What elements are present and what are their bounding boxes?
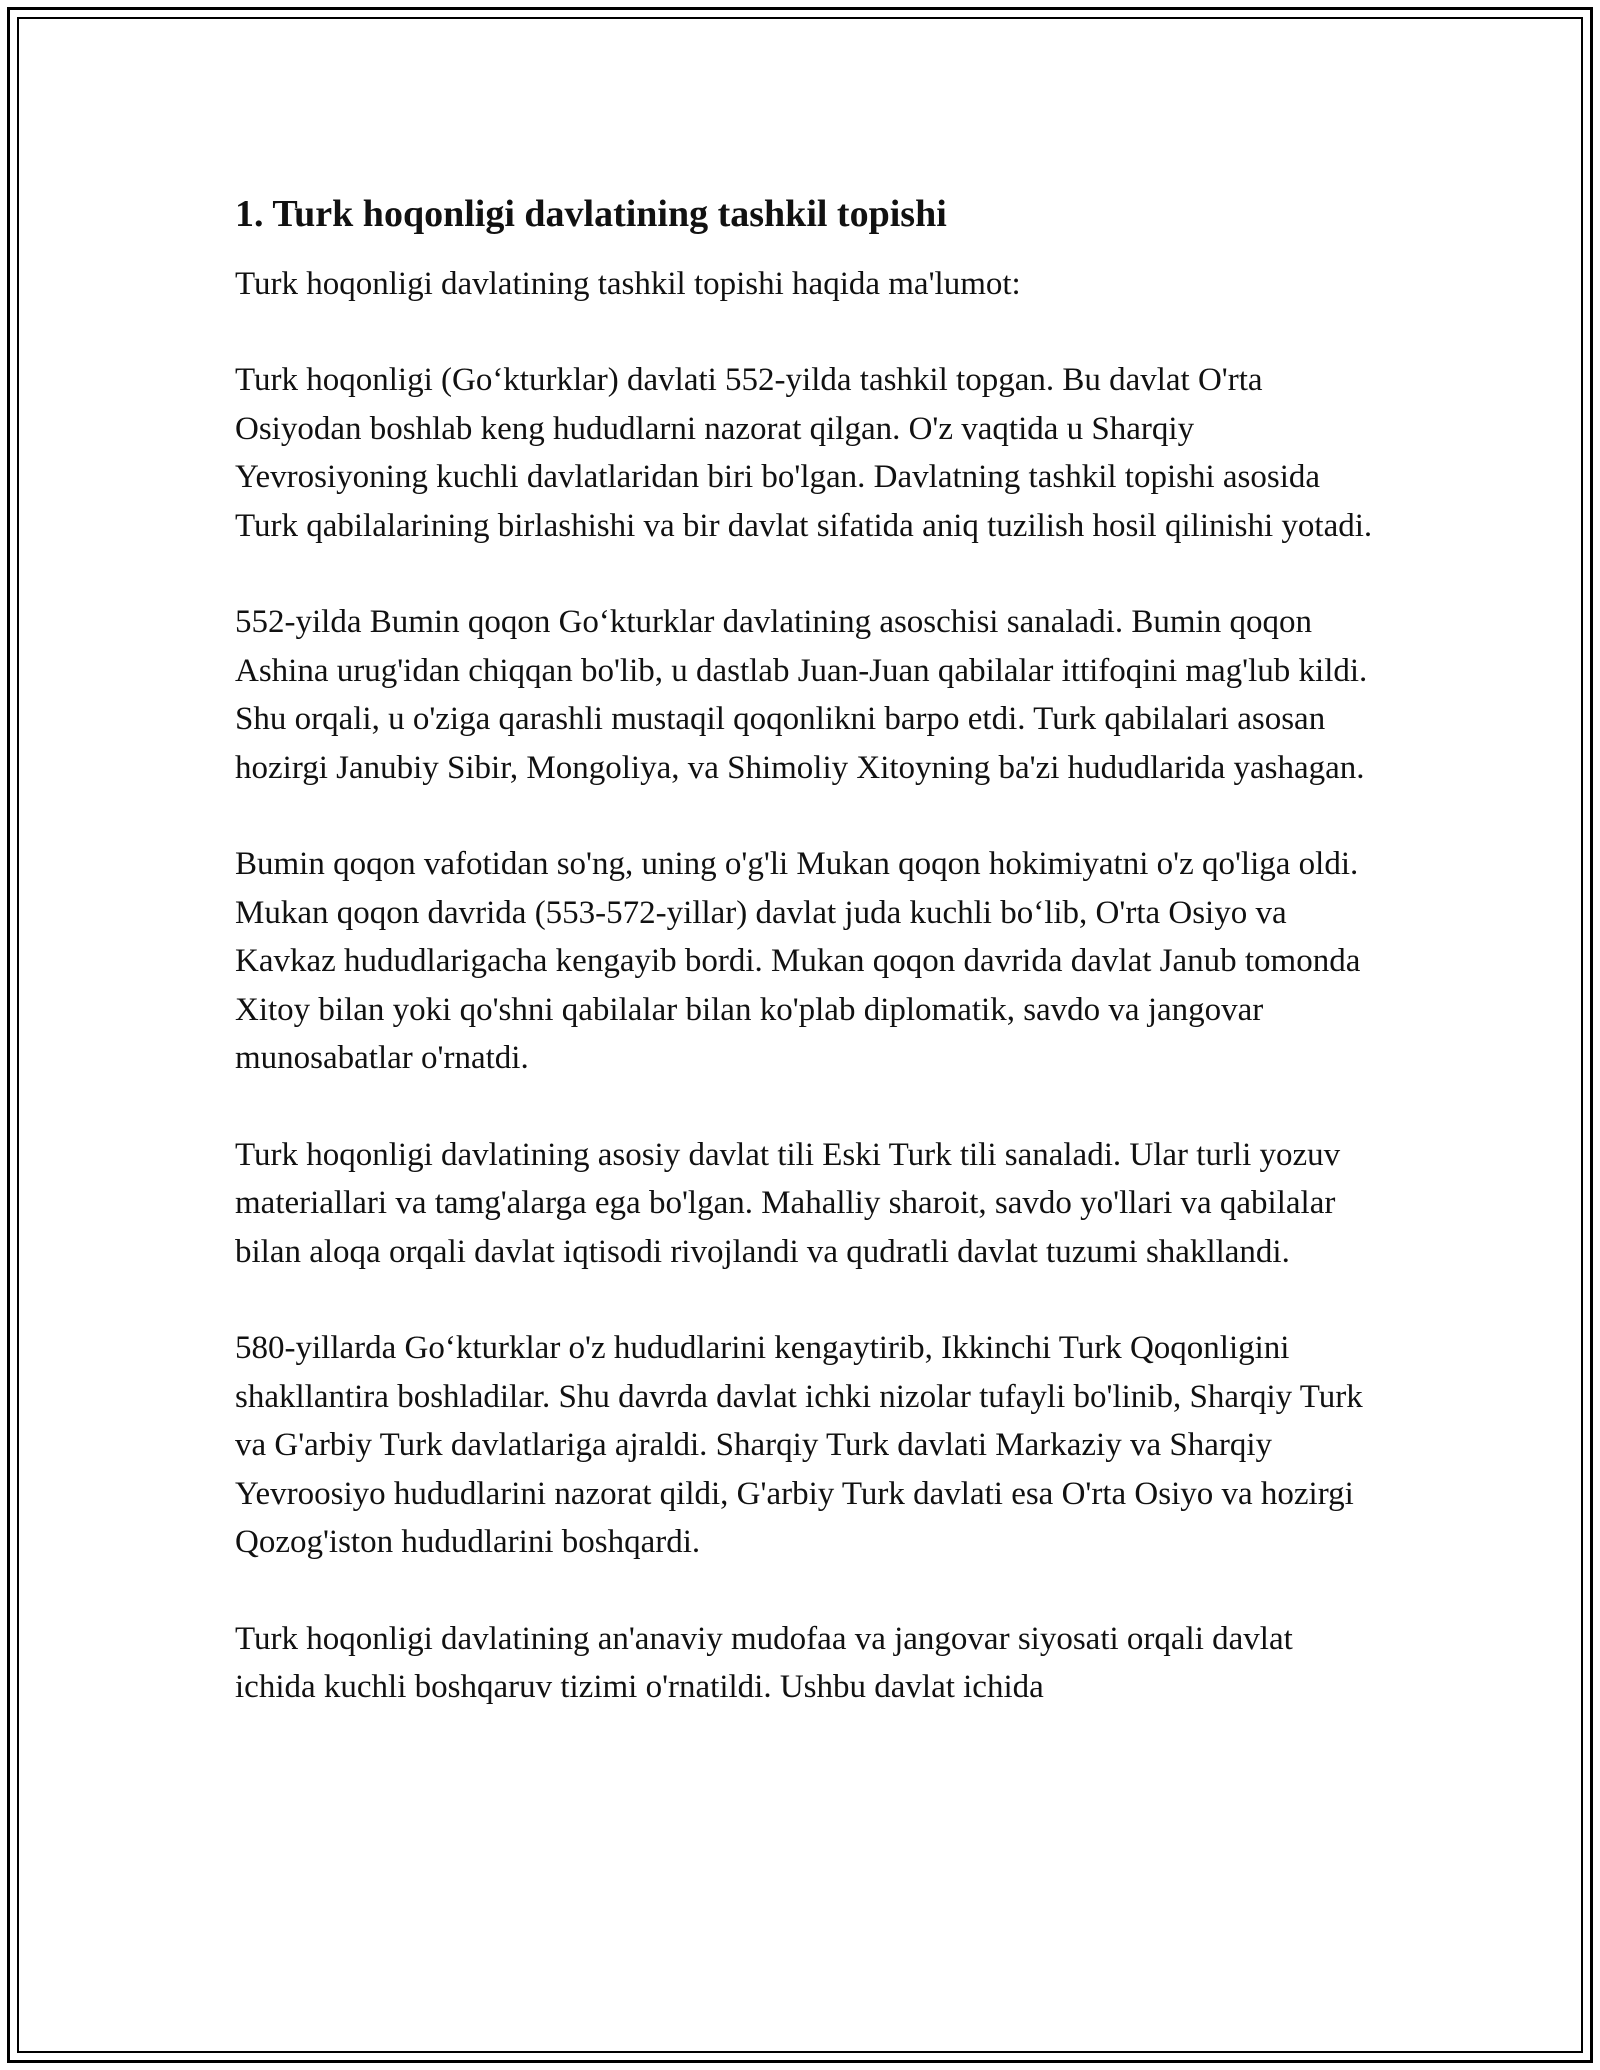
paragraph-4: Turk hoqonligi davlatining asosiy davlat tili Eski Turk tili sanaladi. Ular turli yozuv materiallari va tamg'alarga ega bo'lgan. Mahalliy sharoit, savdo yo'llari va qabilalar bilan aloqa orqali davlat iqtisodi rivojlandi va qudratli davlat tuzumi shakllandi. bbox=[235, 1136, 1341, 1270]
paragraph-3: Bumin qoqon vafotidan so'ng, uning o'g'li Mukan qoqon hokimiyatni o'z qo'liga oldi. Mukan qoqon davrida (553-572-yillar) davlat juda kuchli bo‘lib, O'rta Osiyo va Kavkaz hududlarigacha kengayib bordi. Mukan qoqon davrida davlat Janub tomonda Xitoy bilan yoki qo'shni qabilalar bilan ko'plab diplomatik, savdo va jangovar munosabatlar o'rnatdi. bbox=[235, 846, 1361, 1076]
paragraph-6: Turk hoqonligi davlatining an'anaviy mudofaa va jangovar siyosati orqali davlat ichida kuchli boshqaruv tizimi o'rnatildi. Ushbu davlat ichida bbox=[235, 1620, 1293, 1705]
document-title: 1. Turk hoqonligi davlatining tashkil topishi bbox=[235, 193, 947, 235]
paragraph-1: Turk hoqonligi (Go‘kturklar) davlati 552-yilda tashkil topgan. Bu davlat O'rta Osiyodan boshlab keng hududlarni nazorat qilgan. O'z vaqtida u Sharqiy Yevrosiyoning kuchli davlatlaridan biri bo'lgan. Davlatning tashkil topishi asosida Turk qabilalarining birlashishi va bir davlat sifatida aniq tuzilish hosil qilinishi yotadi. bbox=[235, 362, 1373, 544]
document-body bbox=[235, 186, 1375, 1712]
paragraph-2: 552-yilda Bumin qoqon Go‘kturklar davlatining asoschisi sanaladi. Bumin qoqon Ashina urug'idan chiqqan bo'lib, u dastlab Juan-Juan qabilalar ittifoqini mag'lub kildi. Shu orqali, u o'ziga qarashli mustaqil qoqonlikni barpo etdi. Turk qabilalari asosan hozirgi Janubiy Sibir, Mongoliya, va Shimoliy Xitoyning ba'zi hududlarida yashagan. bbox=[235, 604, 1368, 786]
paragraph-5: 580-yillarda Go‘kturklar o'z hududlarini kengaytirib, Ikkinchi Turk Qoqonligini shakllantira boshladilar. Shu davrda davlat ichki nizolar tufayli bo'linib, Sharqiy Turk va G'arbiy Turk davlatlariga ajraldi. Sharqiy Turk davlati Markaziy va Sharqiy Yevroosiyo hududlarini nazorat qildi, G'arbiy Turk davlati esa O'rta Osiyo va hozirgi Qozog'iston hududlarini boshqardi. bbox=[235, 1330, 1363, 1560]
intro-paragraph: Turk hoqonligi davlatining tashkil topishi haqida ma'lumot: bbox=[235, 266, 1021, 302]
